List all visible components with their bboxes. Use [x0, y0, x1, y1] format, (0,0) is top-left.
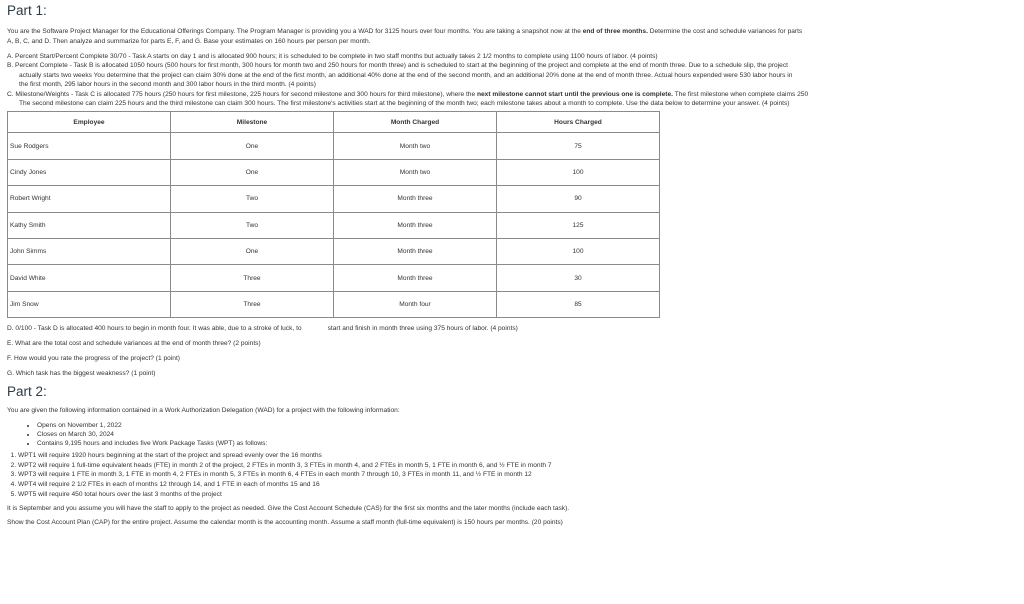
cell-milestone: One [171, 239, 334, 265]
question-e: E. What are the total cost and schedule variances at the end of month three? (2 points) [7, 340, 261, 348]
question-c [7, 90, 1019, 109]
cell-month: Month two [334, 133, 497, 159]
cell-employee: David White [8, 265, 171, 291]
table-row [8, 212, 660, 238]
cell-month: Month three [334, 186, 497, 212]
question-b-line2: actually starts two weeks You determine that the project can claim 30% done at the end of the first month, an additional 40% done at the end of the second month, and an additional 20% done at the end of month three. Actual hours expended were 530 labor hours in [19, 71, 793, 79]
part1-questions [7, 52, 1019, 108]
cell-milestone: Three [171, 265, 334, 291]
wad-bullet-list [7, 421, 1019, 449]
part1-followup-questions [7, 324, 1019, 378]
cell-milestone: Two [171, 186, 334, 212]
cell-hours: 75 [497, 133, 660, 159]
question-b-line3: the first month, 295 labor hours in the second month and 300 labor hours in the third month. (4 points) [19, 81, 316, 89]
part1-heading: Part 1: [7, 3, 47, 18]
question-b-line1: B. Percent Complete - Task B is allocated 1050 hours (500 hours for first month, 300 hours for month two and 250 hours for month three) and is scheduled to start at the beginning of the project and complete at the end of month three. Due to a schedule slip, the project [7, 62, 788, 70]
header-month-charged: Month Charged [334, 112, 497, 133]
part2-intro: You are given the following information contained in a Work Authorization Delegation (WAD) for a project with the following information: [7, 407, 400, 415]
header-hours-charged: Hours Charged [497, 112, 660, 133]
cell-milestone: One [171, 133, 334, 159]
cell-hours: 100 [497, 239, 660, 265]
part2-heading: Part 2: [7, 384, 47, 400]
cell-milestone: Two [171, 212, 334, 238]
cell-month: Month four [334, 291, 497, 317]
header-employee: Employee [8, 112, 171, 133]
list-item: 5. WPT5 will require 450 total hours over the last 3 months of the project [18, 490, 1019, 500]
table-row [8, 159, 660, 185]
part1-intro-bold: end of three months. [582, 28, 648, 35]
table-row [8, 133, 660, 159]
cell-hours: 100 [497, 159, 660, 185]
list-item: • Contains 9,195 hours and includes five Work Package Tasks (WPT) as follows: [37, 439, 1019, 448]
cell-hours: 30 [497, 265, 660, 291]
cell-month: Month three [334, 212, 497, 238]
cell-milestone: One [171, 159, 334, 185]
part1-intro-text-end: Determine the cost and schedule variances for parts [647, 28, 803, 35]
milestone-table [7, 111, 660, 318]
table-row [8, 265, 660, 291]
part2-closing [7, 504, 1019, 527]
cell-employee: Robert Wright [8, 186, 171, 212]
wpt-list [7, 451, 1019, 499]
question-c-text: C. Milestone/Weights - Task C is allocated 775 hours (250 hours for first milestone, 225 hours for second milestone and 300 hours for third milestone), where the [7, 90, 477, 98]
cell-employee: Jim Snow [8, 291, 171, 317]
cell-hours: 85 [497, 291, 660, 317]
closing-line1: It is September and you assume you will have the staff to apply to the project as needed. Give the Cost Account Schedule (CAS) for the first six months and the later months (include each task). [7, 505, 570, 513]
question-c-line2: The second milestone can claim 225 hours and the third milestone can claim 300 hours. The first milestone's activities start at the beginning of the month two; each milestone takes about a month to complete. Use the data below to determine your answer. (4 points) [19, 100, 790, 108]
question-d-text-end: start and finish in month three using 375 hours of labor. (4 points) [327, 325, 518, 333]
header-milestone: Milestone [171, 112, 334, 133]
cell-employee: John Simms [8, 239, 171, 265]
list-item: 3. WPT3 will require 1 FTE in month 3, 1 FTE in month 4, 2 FTEs in month 5, 3 FTEs in month 6, 4 FTEs in each month 7 through 10, 3 FTEs in month 11, and ½ FTE in month 12 [18, 470, 1019, 480]
cell-employee: Cindy Jones [8, 159, 171, 185]
part1-intro-line2: A, B, C, and D. Then analyze and summarize for parts E, F, and G. Base your estimates on 160 hours per person per month. [7, 37, 371, 45]
cell-employee: Sue Rodgers [8, 133, 171, 159]
table-row [8, 291, 660, 317]
cell-month: Month three [334, 265, 497, 291]
table-row [8, 186, 660, 212]
question-c-text-end: The first milestone when complete claims 250 [673, 90, 809, 98]
question-g: G. Which task has the biggest weakness? (1 point) [7, 370, 156, 378]
document-page [7, 0, 1019, 532]
question-f: F. How would you rate the progress of the project? (1 point) [7, 355, 180, 363]
list-item: 2. WPT2 will require 1 full-time equivalent heads (FTE) in month 2 of the project, 2 FTEs in month 3, 3 FTEs in month 4, and 2 FTEs in month 5, 1 FTE in month 6, and ½ FTE in month 7 [18, 461, 1019, 471]
question-c-line1 [7, 90, 1019, 99]
part1-intro-text: You are the Software Project Manager for the Educational Offerings Company. The Program Manager is providing you a WAD for 3125 hours over four months. You are taking a snapshot now at the [7, 28, 583, 35]
list-item: • Closes on March 30, 2024 [37, 430, 1019, 439]
list-item: 4. WPT4 will require 2 1/2 FTEs in each of months 12 through 14, and 1 FTE in each of months 15 and 16 [18, 480, 1019, 490]
cell-employee: Kathy Smith [8, 212, 171, 238]
question-b [7, 61, 1019, 89]
cell-hours: 125 [497, 212, 660, 238]
table-header-row [8, 112, 660, 133]
cell-month: Month two [334, 159, 497, 185]
list-item: • Opens on November 1, 2022 [37, 421, 1019, 430]
cell-hours: 90 [497, 186, 660, 212]
question-c-bold: next milestone cannot start until the previous one is complete. [476, 90, 674, 98]
cell-milestone: Three [171, 291, 334, 317]
question-a: A. Percent Start/Percent Complete 30/70 - Task A starts on day 1 and is allocated 900 hours; it is scheduled to be complete in two staff months but actually takes 2 1/2 months to complete using 1100 hours of labor. (4 points) [7, 53, 658, 60]
table-row [8, 239, 660, 265]
cell-month: Month three [334, 239, 497, 265]
closing-line2: Show the Cost Account Plan (CAP) for the entire project. Assume the calendar month is the accounting month. Assume a staff month (full-time equivalent) is 150 hours per months. (20 points) [7, 519, 563, 527]
list-item: 1. WPT1 will require 1920 hours beginning at the start of the project and spread evenly over the 16 months [18, 451, 1019, 461]
part1-intro [7, 27, 1019, 37]
question-d [7, 324, 1019, 333]
question-d-text: D. 0/100 - Task D is allocated 400 hours to begin in month four. It was able, due to a stroke of luck, to [7, 325, 302, 333]
